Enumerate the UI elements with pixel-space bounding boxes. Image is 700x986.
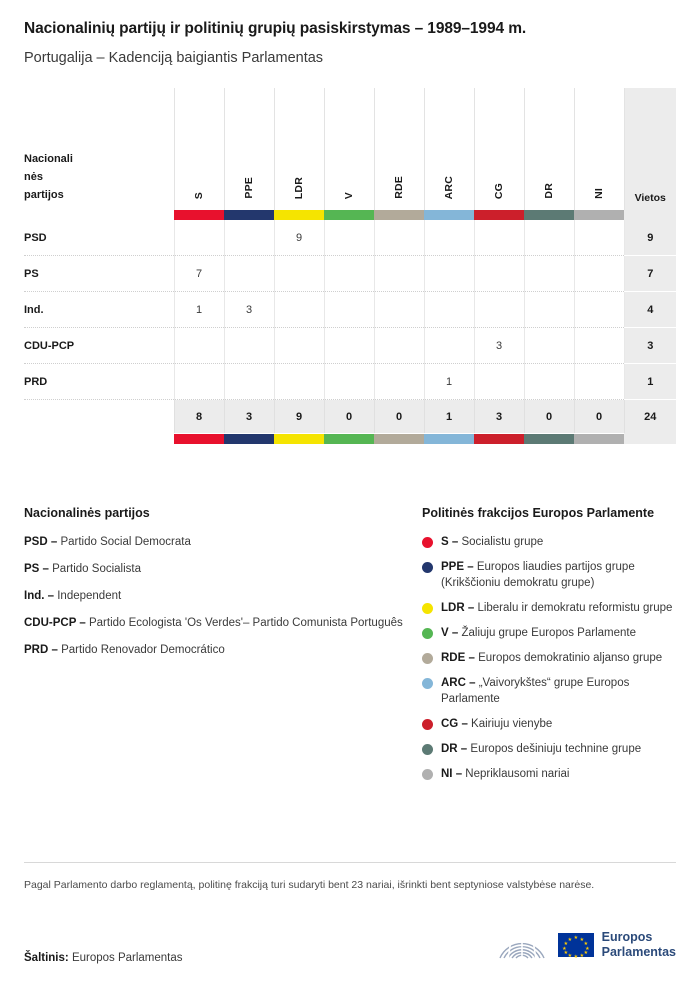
group-text-rde <box>441 650 662 666</box>
cell-cdu-ldr <box>274 328 324 364</box>
list-item <box>24 561 422 577</box>
column-header-arc <box>424 88 474 210</box>
group-name-arc: „Vaivorykštes“ grupe Europos Parlamente <box>441 677 630 705</box>
list-item <box>422 716 676 732</box>
cell-ps-ppe <box>224 256 274 292</box>
list-item <box>422 559 676 591</box>
cell-ind-ni <box>574 292 624 328</box>
cell-prd-rde <box>374 364 424 400</box>
column-header-rde <box>374 88 424 210</box>
party-name-ind: Independent <box>57 590 122 602</box>
cell-ps-v <box>324 256 374 292</box>
party-abbr-cdu-pcp: CDU-PCP – <box>24 617 86 629</box>
cell-ind-rde <box>374 292 424 328</box>
cell-cdu-s <box>174 328 224 364</box>
group-abbr-dr: DR – <box>441 743 468 755</box>
list-item <box>422 675 676 707</box>
cell-psd-s <box>174 220 224 256</box>
party-abbr-ps: PS – <box>24 563 49 575</box>
seat-distribution-matrix <box>24 88 676 444</box>
totals-row-spacer <box>24 400 174 434</box>
list-item <box>24 615 422 631</box>
cell-psd-ppe <box>224 220 274 256</box>
colorbar-bottom-cg <box>474 433 524 444</box>
group-color-dot-cg-icon <box>422 719 433 730</box>
total-cg: 3 <box>474 400 524 434</box>
group-name-rde: Europos demokratinio aljanso grupe <box>478 652 663 664</box>
ep-wordmark-line2: Parlamentas <box>601 945 676 959</box>
group-name-dr: Europos dešiniuju technine grupe <box>470 743 642 755</box>
group-color-dot-s-icon <box>422 537 433 548</box>
group-text-cg <box>441 716 552 732</box>
cell-ps-total: 7 <box>624 256 676 292</box>
total-ni: 0 <box>574 400 624 434</box>
column-header-ldr <box>274 88 324 210</box>
colorbar-bottom-ppe <box>224 433 274 444</box>
cell-prd-ldr <box>274 364 324 400</box>
list-item <box>422 741 676 757</box>
group-text-ni <box>441 766 569 782</box>
matrix-colorbar-bottom <box>24 433 676 444</box>
cell-ps-arc <box>424 256 474 292</box>
group-color-dot-rde-icon <box>422 653 433 664</box>
ep-wordmark <box>602 930 676 960</box>
matrix-totals-row <box>24 400 676 434</box>
party-name-ps: Partido Socialista <box>52 563 141 575</box>
colorbar-cg <box>474 210 524 220</box>
cell-cdu-total: 3 <box>624 328 676 364</box>
cell-psd-ni <box>574 220 624 256</box>
colorbar-bottom-ni <box>574 433 624 444</box>
source-label: Šaltinis: <box>24 952 69 964</box>
cell-psd-dr <box>524 220 574 256</box>
group-color-dot-ppe-icon <box>422 562 433 573</box>
list-item <box>422 650 676 666</box>
cell-ps-s: 7 <box>174 256 224 292</box>
cell-prd-v <box>324 364 374 400</box>
column-header-dr-label: DR <box>543 183 555 199</box>
row-label-prd: PRD <box>24 364 174 400</box>
ep-hemicycle-icon <box>494 928 550 962</box>
row-header-line-1: Nacionali <box>24 153 73 165</box>
colorbar-bottom-s <box>174 433 224 444</box>
cell-cdu-rde <box>374 328 424 364</box>
cell-prd-dr <box>524 364 574 400</box>
column-header-cg-label: CG <box>493 182 505 199</box>
cell-prd-arc: 1 <box>424 364 474 400</box>
matrix-body <box>24 220 676 444</box>
cell-ps-ldr <box>274 256 324 292</box>
colorbar-v <box>324 210 374 220</box>
cell-psd-v <box>324 220 374 256</box>
matrix-header-row <box>24 88 676 210</box>
total-rde: 0 <box>374 400 424 434</box>
footnote: Pagal Parlamento darbo reglamentą, politinę frakciją turi sudaryti bent 23 nariai, išrinkti bent septyniose valstybėse narėse. <box>24 862 676 893</box>
row-header-line-3: partijos <box>24 189 64 201</box>
cell-ind-total: 4 <box>624 292 676 328</box>
column-header-cg <box>474 88 524 210</box>
party-abbr-psd: PSD – <box>24 536 58 548</box>
row-label-cdu-pcp: CDU-PCP <box>24 328 174 364</box>
group-abbr-arc: ARC – <box>441 677 476 689</box>
colorbar-bottom-v <box>324 433 374 444</box>
group-name-ni: Nepriklausomi nariai <box>465 768 570 780</box>
cell-psd-total: 9 <box>624 220 676 256</box>
total-ppe: 3 <box>224 400 274 434</box>
group-name-ppe: Europos liaudies partijos grupe (Krikščioniu demokratu grupe) <box>441 561 635 589</box>
cell-cdu-dr <box>524 328 574 364</box>
european-parliament-logo <box>494 928 676 962</box>
cell-ind-cg <box>474 292 524 328</box>
cell-ind-arc <box>424 292 474 328</box>
total-dr: 0 <box>524 400 574 434</box>
colorbar-rde <box>374 210 424 220</box>
group-name-s: Socialistu grupe <box>461 536 544 548</box>
colorbar-s <box>174 210 224 220</box>
column-header-arc-label: ARC <box>443 175 455 199</box>
cell-ps-rde <box>374 256 424 292</box>
colorbar-bottom-rde <box>374 433 424 444</box>
cell-psd-ldr: 9 <box>274 220 324 256</box>
column-header-ni <box>574 88 624 210</box>
group-abbr-ppe: PPE – <box>441 561 474 573</box>
total-s: 8 <box>174 400 224 434</box>
party-name-prd: Partido Renovador Democrático <box>61 644 225 656</box>
colorbar-ni <box>574 210 624 220</box>
colorbar-ldr <box>274 210 324 220</box>
column-header-s-label: S <box>193 191 205 199</box>
total-header-label: Vietos <box>634 192 666 204</box>
cell-psd-rde <box>374 220 424 256</box>
cell-ps-cg <box>474 256 524 292</box>
group-abbr-s: S – <box>441 536 459 548</box>
table-row <box>24 328 676 364</box>
colorbar-arc <box>424 210 474 220</box>
column-header-v-label: V <box>343 191 355 199</box>
group-color-dot-ldr-icon <box>422 603 433 614</box>
national-parties-legend <box>24 506 422 791</box>
list-item <box>422 600 676 616</box>
colorbar-bottom-spacer <box>24 433 174 444</box>
row-header-line-2: nės <box>24 171 43 183</box>
group-color-dot-ni-icon <box>422 769 433 780</box>
group-abbr-v: V – <box>441 627 459 639</box>
list-item <box>24 642 422 658</box>
political-groups-heading: Politinės frakcijos Europos Parlamente <box>422 506 655 520</box>
group-abbr-ldr: LDR – <box>441 602 475 614</box>
column-header-ppe <box>224 88 274 210</box>
cell-cdu-v <box>324 328 374 364</box>
total-v: 0 <box>324 400 374 434</box>
group-color-dot-dr-icon <box>422 744 433 755</box>
group-name-ldr: Liberalu ir demokratu reformistu grupe <box>477 602 673 614</box>
table-row <box>24 220 676 256</box>
group-abbr-ni: NI – <box>441 768 463 780</box>
cell-prd-s <box>174 364 224 400</box>
row-label-psd: PSD <box>24 220 174 256</box>
party-name-cdu-pcp: Partido Ecologista 'Os Verdes'– Partido Comunista Português <box>88 617 403 629</box>
group-text-ppe <box>441 559 676 591</box>
colorbar-dr <box>524 210 574 220</box>
cell-ind-v <box>324 292 374 328</box>
cell-prd-ni <box>574 364 624 400</box>
table-row <box>24 256 676 292</box>
grand-total: 24 <box>624 400 676 434</box>
source-value: Europos Parlamentas <box>71 952 183 964</box>
cell-prd-cg <box>474 364 524 400</box>
page-subtitle: Portugalija – Kadenciją baigiantis Parlamentas <box>24 50 324 66</box>
cell-psd-arc <box>424 220 474 256</box>
matrix-colorbar-top <box>24 210 676 220</box>
total-arc: 1 <box>424 400 474 434</box>
colorbar-bottom-arc <box>424 433 474 444</box>
list-item <box>24 534 422 550</box>
ep-wordmark-line1: Europos <box>601 930 653 944</box>
row-label-ind: Ind. <box>24 292 174 328</box>
column-header-ni-label: NI <box>593 188 605 199</box>
political-groups-legend <box>422 506 676 791</box>
cell-cdu-ni <box>574 328 624 364</box>
cell-ind-ppe: 3 <box>224 292 274 328</box>
group-name-cg: Kairiuju vienybe <box>471 718 553 730</box>
table-row <box>24 364 676 400</box>
cell-cdu-cg: 3 <box>474 328 524 364</box>
party-abbr-ind: Ind. – <box>24 590 55 602</box>
cell-ind-s: 1 <box>174 292 224 328</box>
list-item <box>422 766 676 782</box>
group-text-dr <box>441 741 641 757</box>
colorbar-bottom-dr <box>524 433 574 444</box>
column-header-rde-label: RDE <box>393 176 405 199</box>
party-abbr-prd: PRD – <box>24 644 58 656</box>
group-text-v <box>441 625 636 641</box>
group-abbr-rde: RDE – <box>441 652 475 664</box>
group-color-dot-v-icon <box>422 628 433 639</box>
matrix-table <box>24 88 676 444</box>
group-text-s <box>441 534 543 550</box>
column-header-v <box>324 88 374 210</box>
column-header-total <box>624 88 676 210</box>
group-abbr-cg: CG – <box>441 718 468 730</box>
colorbar-bottom-total-spacer <box>624 433 676 444</box>
cell-ind-ldr <box>274 292 324 328</box>
colorbar-spacer <box>24 210 174 220</box>
cell-cdu-arc <box>424 328 474 364</box>
table-row <box>24 292 676 328</box>
group-color-dot-arc-icon <box>422 678 433 689</box>
group-text-ldr <box>441 600 672 616</box>
legend-section <box>24 506 676 791</box>
colorbar-bottom-ldr <box>274 433 324 444</box>
cell-cdu-ppe <box>224 328 274 364</box>
column-header-s <box>174 88 224 210</box>
colorbar-total-spacer <box>624 210 676 220</box>
total-ldr: 9 <box>274 400 324 434</box>
party-name-psd: Partido Social Democrata <box>60 536 191 548</box>
group-name-v: Žaliuju grupe Europos Parlamente <box>461 627 636 639</box>
list-item <box>24 588 422 604</box>
colorbar-ppe <box>224 210 274 220</box>
list-item <box>422 534 676 550</box>
cell-ps-ni <box>574 256 624 292</box>
eu-flag-icon: ★ ★ ★ ★ ★ ★ ★ ★ ★ ★ ★ ★ <box>558 933 594 957</box>
cell-prd-ppe <box>224 364 274 400</box>
list-item <box>422 625 676 641</box>
column-header-ppe-label: PPE <box>243 177 255 199</box>
cell-ind-dr <box>524 292 574 328</box>
row-header-label <box>24 88 174 210</box>
cell-ps-dr <box>524 256 574 292</box>
national-parties-heading: Nacionalinės partijos <box>24 506 150 520</box>
cell-psd-cg <box>474 220 524 256</box>
column-header-dr <box>524 88 574 210</box>
source-line <box>24 952 183 964</box>
group-text-arc <box>441 675 676 707</box>
page-title: Nacionalinių partijų ir politinių grupių pasiskirstymas – 1989–1994 m. <box>24 20 527 37</box>
row-label-ps: PS <box>24 256 174 292</box>
cell-prd-total: 1 <box>624 364 676 400</box>
column-header-ldr-label: LDR <box>293 176 305 199</box>
